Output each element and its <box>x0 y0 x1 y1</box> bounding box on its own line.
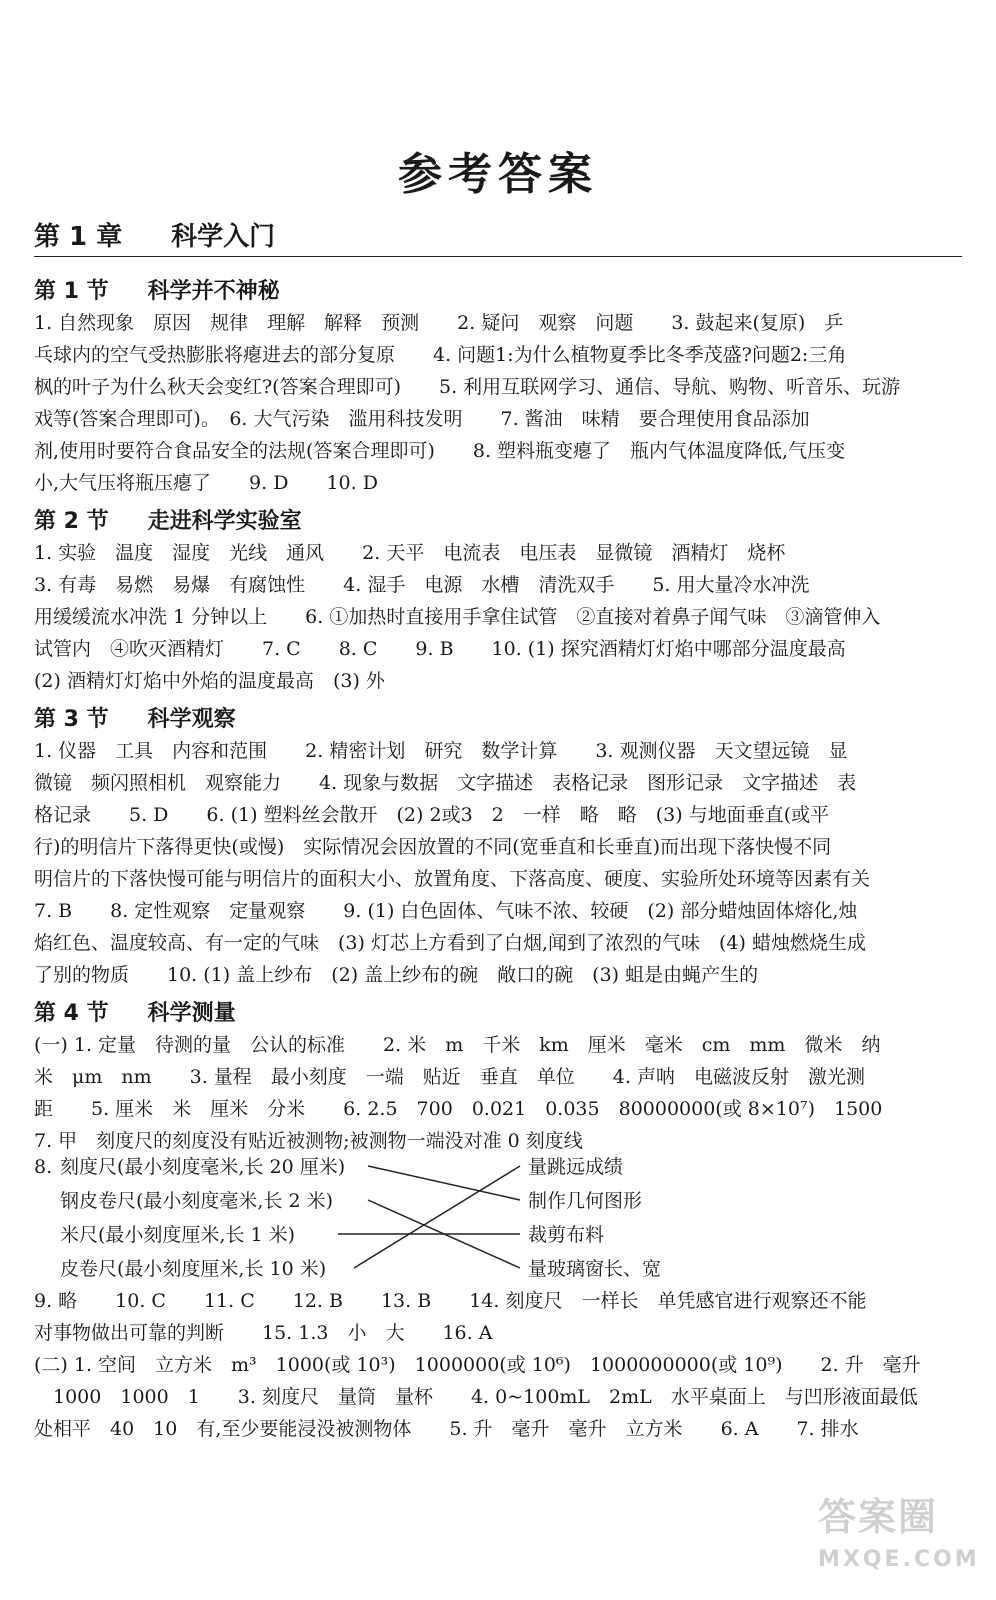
answer-line: 7. B 8. 定性观察 定量观察 9. (1) 白色固体、气味不浓、较硬 (2) 部分蜡烛固体熔化,烛 <box>34 900 858 922</box>
answer-line: 距 5. 厘米 米 厘米 分米 6. 2.5 700 0.021 0.035 80000000(或 8×10⁷) 1500 <box>34 1098 883 1120</box>
answer-line: 了别的物质 10. (1) 盖上纱布 (2) 盖上纱布的碗 敞口的碗 (3) 蛆是由蝇产生的 <box>34 964 759 986</box>
answer-line: 1. 实验 温度 湿度 光线 通风 2. 天平 电流表 电压表 显微镜 酒精灯 烧杯 <box>34 542 786 564</box>
matching-left-item: 钢皮卷尺(最小刻度毫米,长 2 米) <box>60 1190 334 1212</box>
matching-right-item: 制作几何图形 <box>528 1190 643 1212</box>
page-title: 参考答案 <box>398 149 598 200</box>
answer-line: 明信片的下落快慢可能与明信片的面积大小、放置角度、下落高度、硬度、实验所处环境等因素有关 <box>34 868 871 890</box>
section-name: 走进科学实验室 <box>147 509 302 534</box>
answer-line: 米 μm nm 3. 量程 最小刻度 一端 贴近 垂直 单位 4. 声呐 电磁波反射 激光测 <box>34 1066 865 1088</box>
section-name: 科学观察 <box>147 707 236 732</box>
answer-line: 乓球内的空气受热膨胀将瘪进去的部分复原 4. 问题1:为什么植物夏季比冬季茂盛?问题2:三角 <box>34 344 847 366</box>
answer-line: 焰红色、温度较高、有一定的气味 (3) 灯芯上方看到了白烟,闻到了浓烈的气味 (4) 蜡烛燃烧生成 <box>34 932 866 954</box>
answer-line: 剂,使用时要符合食品安全的法规(答案合理即可) 8. 塑料瓶变瘪了 瓶内气体温度降低,气压变 <box>34 440 846 462</box>
watermark-domain: MXQE.COM <box>818 1547 980 1572</box>
section-name: 科学并不神秘 <box>147 279 280 304</box>
watermark-logo-text: 答案圈 <box>818 1495 939 1539</box>
answer-line: 处相平 40 10 有,至少要能浸没被测物体 5. 升 毫升 毫升 立方米 6. A 7. 排水 <box>34 1418 859 1440</box>
matching-right-item: 量跳远成绩 <box>528 1156 624 1178</box>
answer-line: 试管内 ④吹灭酒精灯 7. C 8. C 9. B 10. (1) 探究酒精灯灯焰中哪部分温度最高 <box>34 638 846 660</box>
answer-line: 微镜 频闪照相机 观察能力 4. 现象与数据 文字描述 表格记录 图形记录 文字描述 表 <box>34 772 857 794</box>
answer-line: 戏等(答案合理即可)。 6. 大气污染 滥用科技发明 7. 酱油 味精 要合理使用食品添加 <box>34 408 810 430</box>
section-number: 第 1 节 <box>34 279 109 304</box>
answer-line: (二) 1. 空间 立方米 m³ 1000(或 10³) 1000000(或 10⁶) 1000000000(或 10⁹) 2. 升 毫升 <box>34 1354 921 1376</box>
answer-line: 用缓缓流水冲洗 1 分钟以上 6. ①加热时直接用手拿住试管 ②直接对着鼻子闻气味 ③滴管伸入 <box>34 606 881 628</box>
chapter-number: 第 1 章 <box>34 222 123 252</box>
section-number: 第 3 节 <box>34 707 109 732</box>
matching-left-item: 皮卷尺(最小刻度厘米,长 10 米) <box>60 1258 327 1280</box>
section-name: 科学测量 <box>147 1001 236 1026</box>
answer-line: 格记录 5. D 6. (1) 塑料丝会散开 (2) 2或3 2 一样 略 略 (3) 与地面垂直(或平 <box>34 804 830 826</box>
answer-line: 1000 1000 1 3. 刻度尺 量筒 量杯 4. 0~100mL 2mL 水平桌面上 与凹形液面最低 <box>34 1386 918 1408</box>
section-number: 第 4 节 <box>34 1001 109 1026</box>
matching-right-item: 裁剪布料 <box>528 1224 605 1246</box>
answer-line: (2) 酒精灯灯焰中外焰的温度最高 (3) 外 <box>34 670 385 692</box>
matching-right-item: 量玻璃窗长、宽 <box>528 1258 662 1280</box>
chapter-name: 科学入门 <box>171 222 276 252</box>
answer-line: 对事物做出可靠的判断 15. 1.3 小 大 16. A <box>34 1322 493 1344</box>
matching-left-item: 刻度尺(最小刻度毫米,长 20 厘米) <box>60 1156 346 1178</box>
answer-line: (一) 1. 定量 待测的量 公认的标准 2. 米 m 千米 km 厘米 毫米 cm mm 微米 纳 <box>34 1034 881 1056</box>
answer-line: 行)的明信片下落得更快(或慢) 实际情况会因放置的不同(宽垂直和长垂直)而出现下落快慢不同 <box>34 836 832 858</box>
section-number: 第 2 节 <box>34 509 109 534</box>
site-watermark <box>818 1486 978 1586</box>
answer-line: 3. 有毒 易燃 易爆 有腐蚀性 4. 湿手 电源 水槽 清洗双手 5. 用大量冷水冲洗 <box>34 574 810 596</box>
matching-left-item: 米尺(最小刻度厘米,长 1 米) <box>60 1224 296 1246</box>
answer-line: 小,大气压将瓶压瘪了 9. D 10. D <box>34 472 378 494</box>
answer-line: 1. 自然现象 原因 规律 理解 解释 预测 2. 疑问 观察 问题 3. 鼓起来(复原) 乒 <box>34 312 844 334</box>
answer-line: 7. 甲 刻度尺的刻度没有贴近被测物;被测物一端没对准 0 刻度线 <box>34 1130 583 1152</box>
match-line <box>368 1166 520 1200</box>
matching-number: 8. <box>34 1156 53 1178</box>
answer-line: 枫的叶子为什么秋天会变红?(答案合理即可) 5. 利用互联网学习、通信、导航、购物、听音乐、玩游 <box>34 376 901 398</box>
answer-line: 1. 仪器 工具 内容和范围 2. 精密计划 研究 数学计算 3. 观测仪器 天文望远镜 显 <box>34 740 848 762</box>
answer-line: 9. 略 10. C 11. C 12. B 13. B 14. 刻度尺 一样长 单凭感官进行观察还不能 <box>34 1290 867 1312</box>
